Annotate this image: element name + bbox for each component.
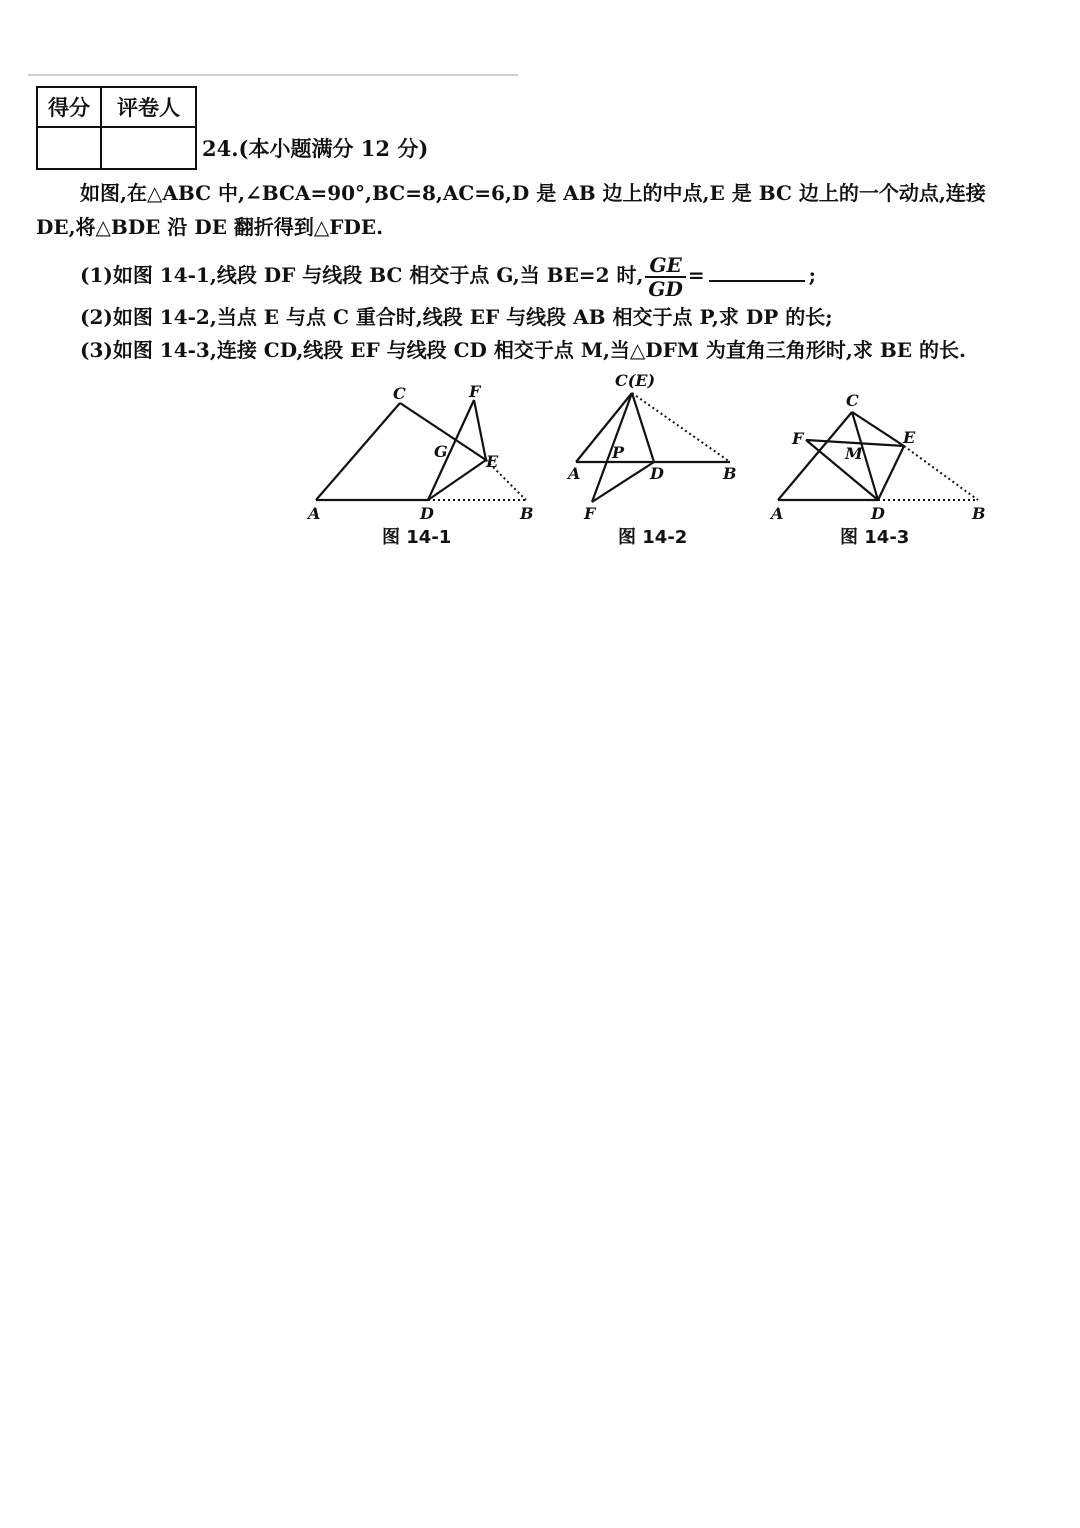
label-F: F — [792, 429, 804, 448]
fraction-denominator: GD — [648, 276, 683, 301]
label-C: C — [846, 391, 859, 410]
segment-ED — [878, 446, 904, 500]
caption-14-2: 图 14-2 — [618, 527, 688, 548]
fraction-numerator: GE — [645, 254, 685, 278]
segment-CD — [632, 393, 654, 462]
part1-end: ; — [808, 263, 817, 287]
label-D: D — [420, 504, 434, 523]
question-header: 24.(本小题满分 12 分) — [202, 136, 429, 161]
label-P: P — [612, 443, 625, 462]
segment-CB-dotted — [632, 393, 730, 462]
label-B: B — [520, 504, 534, 523]
label-B: B — [723, 464, 737, 483]
label-M: M — [845, 444, 863, 463]
question-intro-line2: DE,将△BDE 沿 DE 翻折得到△FDE. — [36, 215, 384, 239]
part1-text: (1)如图 14-1,线段 DF 与线段 BC 相交于点 G,当 BE=2 时, — [80, 263, 644, 287]
question-intro-line1: 如图,在△ABC 中,∠BCA=90°,BC=8,AC=6,D 是 AB 边上的中点,E 是 BC 边上的一个动点,连接 — [80, 181, 986, 205]
figure-14-2 — [566, 371, 737, 548]
label-F: F — [469, 382, 481, 401]
question-part2: (2)如图 14-2,当点 E 与点 C 重合时,线段 EF 与线段 AB 相交于点 P,求 DP 的长; — [80, 305, 833, 329]
label-E: E — [486, 452, 499, 471]
label-C: C — [393, 384, 406, 403]
segment-EB-dotted — [904, 446, 978, 500]
label-D: D — [871, 504, 885, 523]
label-A: A — [308, 504, 321, 523]
segment-AC — [778, 412, 852, 500]
label-A: A — [771, 504, 784, 523]
label-CE: C(E) — [615, 371, 656, 390]
label-B: B — [972, 504, 986, 523]
caption-14-1: 图 14-1 — [382, 527, 452, 548]
segment-FD — [592, 462, 654, 502]
segment-FE — [474, 400, 486, 460]
grader-header: 评卷人 — [101, 87, 196, 127]
label-G: G — [434, 442, 448, 461]
label-D: D — [650, 464, 664, 483]
caption-14-3: 图 14-3 — [840, 527, 910, 548]
question-part3: (3)如图 14-3,连接 CD,线段 EF 与线段 CD 相交于点 M,当△DFM 为直角三角形时,求 BE 的长. — [80, 338, 966, 362]
segment-AC — [316, 403, 400, 500]
segment-FD — [806, 440, 878, 500]
figure-14-3 — [769, 391, 986, 548]
figure-14-1 — [306, 382, 534, 548]
equals-sign: = — [687, 263, 705, 287]
label-A: A — [568, 464, 581, 483]
label-E: E — [903, 428, 916, 447]
score-header: 得分 — [37, 87, 101, 127]
label-F: F — [584, 504, 596, 523]
